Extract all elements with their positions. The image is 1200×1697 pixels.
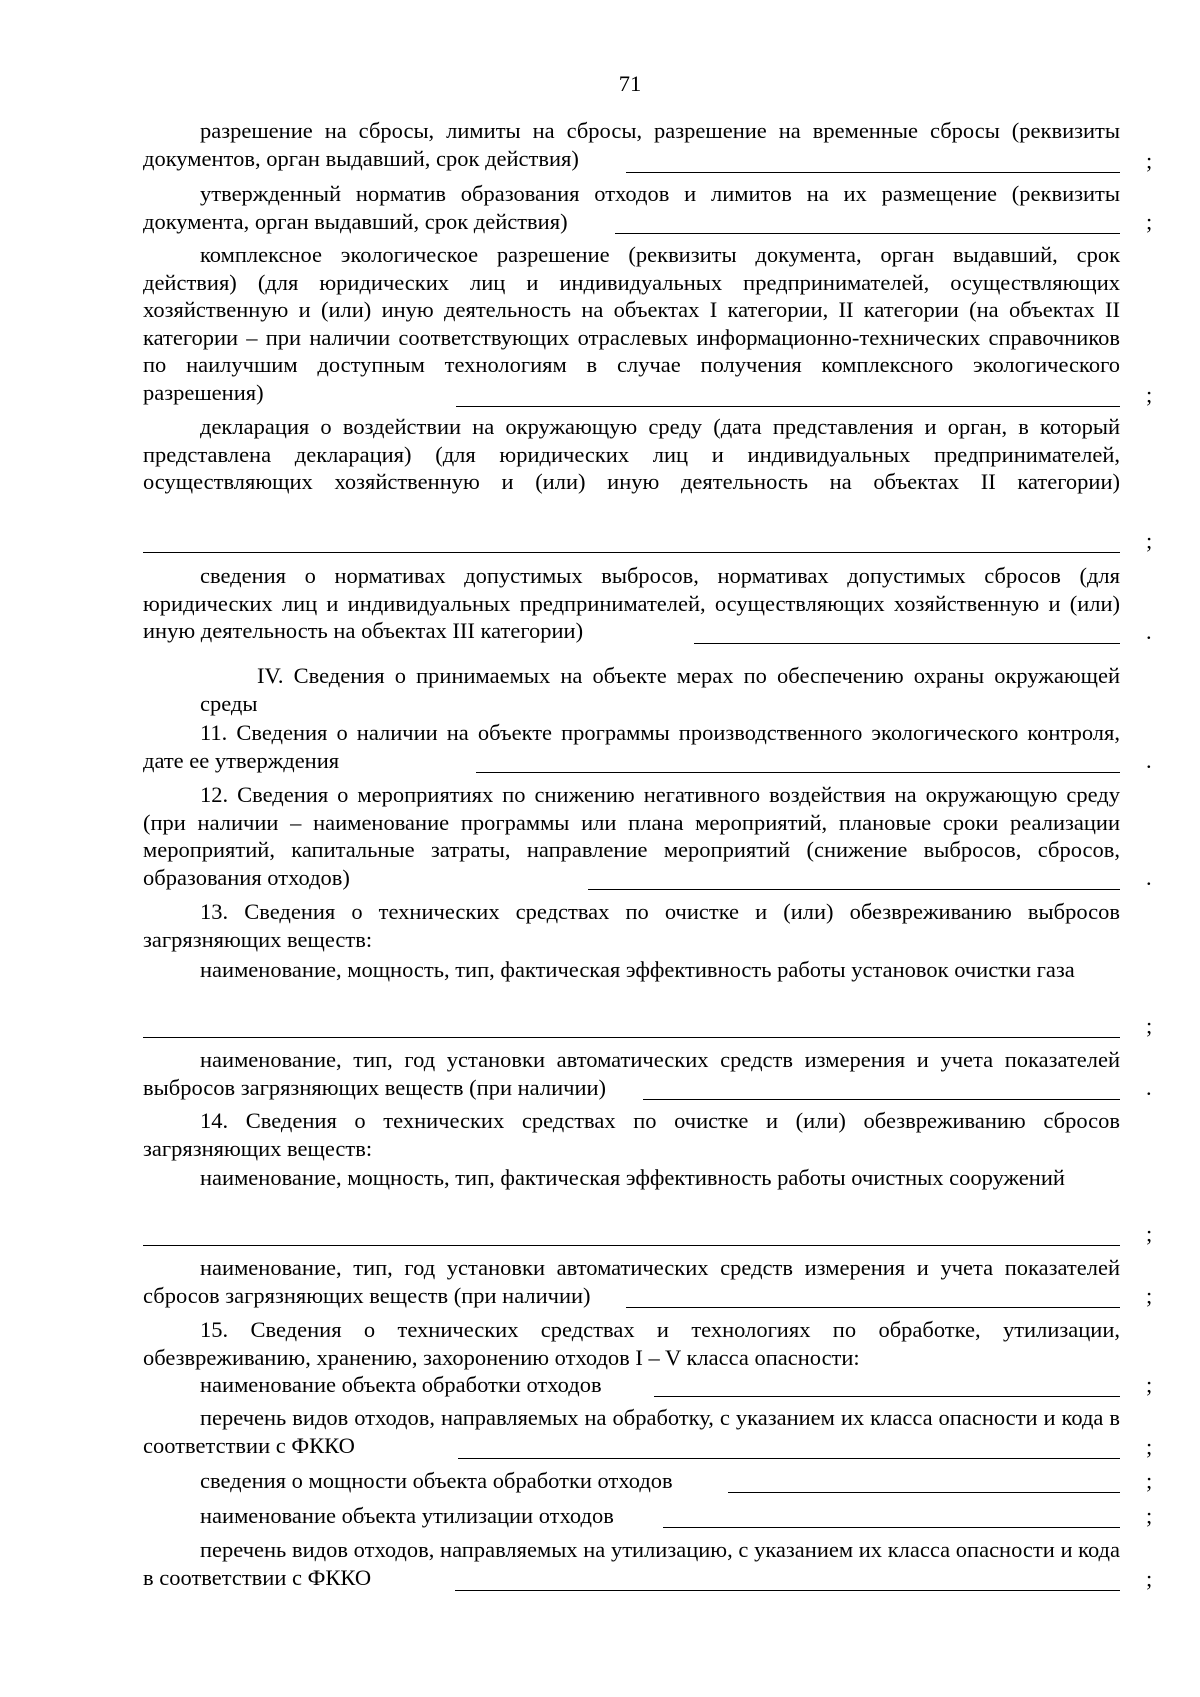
field-end-punct: ; (1146, 1566, 1153, 1591)
fill-line[interactable] (626, 172, 1120, 173)
field-end-punct: ; (1146, 382, 1153, 407)
fill-line[interactable] (143, 552, 1120, 553)
section-heading: IV. Сведения о принимаемых на объекте мерах по обеспечению охраны окружающей среды (200, 663, 1120, 716)
fill-line[interactable] (615, 233, 1120, 234)
item-12: 12. Сведения о мероприятиях по снижению негативного воздействия на окружающую среду (при наличии – наименование программы или плана мероприятий, плановые сроки реализации мероприятий, капитальные затраты, направление мероприятий (снижение выбросов, сбросов, образования отходов) (143, 782, 1120, 890)
field-end-punct: ; (1146, 528, 1153, 553)
field-emission-norms: сведения о нормативах допустимых выбросов, нормативах допустимых сбросов (для юридических лиц и индивидуальных предпринимателей, осуществляющих хозяйственную и (или) иную деятельность на объектах III категории) (143, 563, 1120, 643)
fill-line[interactable] (728, 1492, 1120, 1493)
fill-line[interactable] (143, 1245, 1120, 1246)
field-end-punct: ; (1146, 209, 1153, 234)
fill-line[interactable] (663, 1527, 1120, 1528)
item-11: 11. Сведения о наличии на объекте программы производственного экологического контроля, дате ее утверждения (143, 720, 1120, 773)
field-end-punct: ; (1146, 1372, 1153, 1397)
field-waste-norm: утвержденный норматив образования отходов и лимитов на их размещение (реквизиты документа, орган выдавший, срок действия) (143, 181, 1120, 234)
item-15: 15. Сведения о технических средствах и технологиях по обработке, утилизации, обезвреживанию, хранению, захоронению отходов I – V класса опасности: (143, 1317, 1120, 1370)
field-end-punct: . (1146, 619, 1152, 644)
fill-line[interactable] (694, 643, 1120, 644)
field-end-punct: . (1146, 748, 1152, 773)
field-utilization-waste-list: перечень видов отходов, направляемых на утилизацию, с указанием их класса опасности и кода в соответствии с ФККО (143, 1537, 1120, 1590)
fill-line[interactable] (643, 1099, 1120, 1100)
field-utilization-object: наименование объекта утилизации отходов (200, 1503, 614, 1528)
field-end-punct: ; (1146, 148, 1153, 173)
item-13: 13. Сведения о технических средствах по очистке и (или) обезвреживанию выбросов загрязняющих веществ: (143, 899, 1120, 952)
fill-line[interactable] (456, 406, 1120, 407)
field-end-punct: ; (1146, 1013, 1153, 1038)
item-14: 14. Сведения о технических средствах по очистке и (или) обезвреживанию сбросов загрязняющих веществ: (143, 1108, 1120, 1161)
field-end-punct: ; (1146, 1283, 1153, 1308)
field-discharge-permit: разрешение на сбросы, лимиты на сбросы, разрешение на временные сбросы (реквизиты документов, орган выдавший, срок действия) (143, 118, 1120, 171)
fill-line[interactable] (476, 772, 1120, 773)
field-complex-permit: комплексное экологическое разрешение (реквизиты документа, орган выдавший, срок действия) (для юридических лиц и индивидуальных предпринимателей, осуществляющих хозяйственную и (или) иную деятельность на объектах I категории, II категории (на объектах II категории – при наличии соответствующих отраслевых информационно-технических справочников по наилучшим доступным технологиям в случае получения комплексного экологического разрешения) (143, 242, 1120, 405)
fill-line[interactable] (458, 1458, 1120, 1459)
field-end-punct: ; (1146, 1503, 1153, 1528)
fill-line[interactable] (455, 1590, 1120, 1591)
field-end-punct: . (1146, 865, 1152, 890)
fill-line[interactable] (143, 1037, 1120, 1038)
field-treatment-facilities: наименование, мощность, тип, фактическая эффективность работы очистных сооружений (200, 1165, 1065, 1190)
page-number: 71 (618, 71, 642, 96)
field-emission-metering: наименование, тип, год установки автоматических средств измерения и учета показателей выбросов загрязняющих веществ (при наличии) (143, 1047, 1120, 1100)
field-processing-capacity: сведения о мощности объекта обработки отходов (200, 1468, 673, 1493)
field-end-punct: ; (1146, 1468, 1153, 1493)
fill-line[interactable] (626, 1307, 1120, 1308)
field-processing-object: наименование объекта обработки отходов (200, 1372, 602, 1397)
field-end-punct: ; (1146, 1434, 1153, 1459)
field-gas-cleaning: наименование, мощность, тип, фактическая эффективность работы установок очистки газа (200, 957, 1075, 982)
field-impact-declaration: декларация о воздействии на окружающую среду (дата представления и орган, в который представлена декларация) (для юридических лиц и индивидуальных предпринимателей, осуществляющих хозяйственную и (или) иную деятельность на объектах II категории) (143, 414, 1120, 494)
fill-line[interactable] (588, 889, 1120, 890)
field-processing-waste-list: перечень видов отходов, направляемых на обработку, с указанием их класса опасности и кода в соответствии с ФККО (143, 1405, 1120, 1458)
field-end-punct: . (1146, 1075, 1152, 1100)
field-discharge-metering: наименование, тип, год установки автоматических средств измерения и учета показателей сбросов загрязняющих веществ (при наличии) (143, 1255, 1120, 1308)
fill-line[interactable] (654, 1396, 1120, 1397)
field-end-punct: ; (1146, 1221, 1153, 1246)
